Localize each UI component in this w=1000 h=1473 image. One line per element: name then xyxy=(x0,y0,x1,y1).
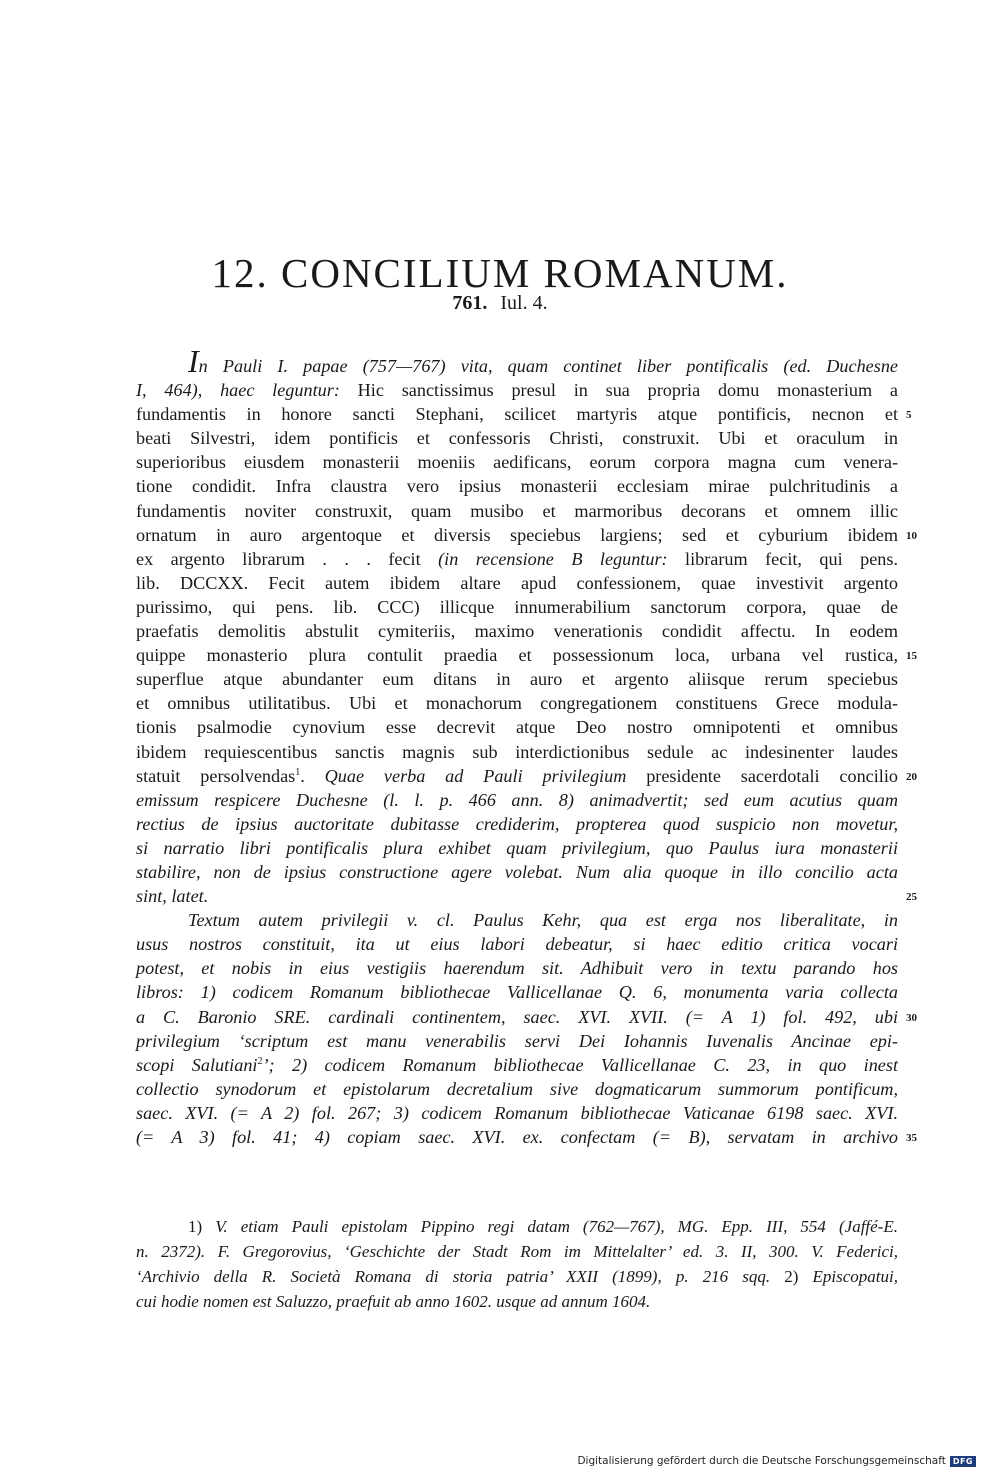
text-run: beati Silvestri, idem pontificis et confessoris Christi, construxit. Ubi et oraculum in xyxy=(136,428,898,449)
text-run: ’; 2) codicem Romanum bibliothecae Vallicellanae C. 23, in quo inest xyxy=(262,1054,898,1075)
body-line xyxy=(136,836,898,860)
text-run: ibidem requiescentibus sanctis magnis sub interdictionibus sedule ac indesinenter laudes xyxy=(136,741,898,762)
text-run: n Pauli I. papae (757—767) vita, quam continet liber pontificalis (ed. Duchesne xyxy=(198,356,898,376)
body-line xyxy=(136,1125,898,1149)
text-run: lib. DCCXX. Fecit autem ibidem altare apud confessionem, quae investivit argento xyxy=(136,572,898,593)
body-line xyxy=(136,956,898,980)
text-run: 2 xyxy=(257,1055,263,1067)
text-run: a C. Baronio SRE. cardinali continentem, saec. XVI. XVII. (= A 1) fol. 492, ubi xyxy=(136,1006,898,1027)
text-run: superflue atque abundanter eum ditans in auro et argento aliisque rerum speciebus xyxy=(136,669,898,690)
body-line xyxy=(136,691,898,715)
text-run: V. etiam Pauli epistolam Pippino regi datam (762—767), MG. Epp. III, 554 (Jaffé-E. xyxy=(215,1217,898,1236)
text-run: praefatis demolitis abstulit cymiteriis, maximo venerationis condidit affectu. In eodem xyxy=(136,621,898,642)
text-run: sint, latet. xyxy=(136,886,209,907)
text-run: 1) xyxy=(188,1217,216,1236)
text-run: presidente sacerdotali concilio xyxy=(646,765,898,786)
body-line xyxy=(136,619,898,643)
body-line xyxy=(136,1029,898,1053)
text-run: ornatum in auro argentoque et diversis speciebus largiens; sed et cyburium ibidem xyxy=(136,524,898,545)
text-run: usus nostros constituit, ita ut eius labori debeatur, si haec editio critica vocari xyxy=(136,934,898,955)
text-run: stabilire, non de ipsius constructione agere volebat. Num alia quoque in illo concilio acta xyxy=(136,861,898,882)
text-run: cui hodie nomen est Saluzzo, praefuit ab anno 1602. usque ad annum 1604. xyxy=(136,1292,651,1311)
date-line xyxy=(0,292,1000,315)
chapter-title: 12. CONCILIUM ROMANUM. xyxy=(211,250,789,297)
text-run: tionis psalmodie cynovium esse decrevit atque Deo nostro omnipotenti et omnibus xyxy=(136,717,898,738)
body-line xyxy=(136,378,898,402)
footnotes xyxy=(136,1214,898,1314)
body-line xyxy=(136,643,898,667)
text-run: Quae verba ad Pauli privilegium xyxy=(324,765,647,786)
text-run: si narratio libri pontificalis plura exhibet quam privilegium, quo Paulus iura monasterii xyxy=(136,837,898,858)
text-run: superioribus eiusdem monasterii moeniis aedificans, eorum corpora magna cum venera- xyxy=(136,452,898,473)
footer-credit xyxy=(577,1455,976,1467)
text-run: . xyxy=(300,765,325,786)
text-run: Textum autem privilegii v. cl. Paulus Kehr, qua est erga nos liberalitate, in xyxy=(188,910,898,931)
text-run: I xyxy=(188,343,199,379)
dfg-logo: DFG xyxy=(950,1456,976,1467)
body-line xyxy=(136,571,898,595)
text-run: privilegium ‘scriptum est manu venerabilis servi Dei Iohannis Iuvenalis Ancinae epi- xyxy=(136,1030,898,1051)
text-run: scopi Salutiani xyxy=(136,1054,258,1075)
text-run: potest, et nobis in eius vestigiis haerendum sit. Adhibuit vero in textu parando hos xyxy=(136,958,898,979)
text-run: librarum fecit, qui pens. xyxy=(685,548,899,569)
line-number: 25 xyxy=(906,891,917,904)
text-run: n. 2372). F. Gregorovius, ‘Geschichte der Stadt Rom im Mittelalter’ ed. 3. II, 300. V. Federici, xyxy=(136,1242,898,1261)
body-line xyxy=(136,860,898,884)
text-run: Hic sanctissimus presul in sua propria domu monasterium a xyxy=(357,380,899,401)
text-run: (in recensione B leguntur: xyxy=(438,548,686,569)
text-run: (= A 3) fol. 41; 4) copiam saec. XVI. ex. confectam (= B), servatam in archivo xyxy=(136,1127,898,1147)
body-line xyxy=(136,812,898,836)
text-run: emissum respicere Duchesne (l. l. p. 466 ann. 8) animadvertit; sed eum acutius quam xyxy=(136,789,898,810)
body-line xyxy=(136,474,898,498)
text-run: fundamentis in honore sancti Stephani, scilicet martyris atque pontificis, necnon et xyxy=(136,404,898,425)
text-run: tione condidit. Infra claustra vero ipsius monasterii ecclesiam mirae pulchritudinis a xyxy=(136,476,898,497)
text-run: quippe monasterio plura contulit praedia et possessionum loca, urbana vel rustica, xyxy=(136,645,898,666)
body-line xyxy=(136,1005,898,1029)
text-run: libros: 1) codicem Romanum bibliothecae Vallicellanae Q. 6, monumenta varia collecta xyxy=(136,982,898,1003)
year: 761. xyxy=(452,292,488,314)
body-line xyxy=(136,667,898,691)
body-line xyxy=(136,450,898,474)
line-number: 10 xyxy=(906,529,917,542)
body-text xyxy=(136,343,899,1149)
body-line xyxy=(136,547,898,571)
body-line xyxy=(136,740,898,764)
body-line xyxy=(136,715,898,739)
line-number: 20 xyxy=(906,770,917,783)
body-line xyxy=(136,764,898,788)
body-line xyxy=(136,932,898,956)
body-line xyxy=(136,402,898,426)
footnote-line xyxy=(136,1239,898,1264)
body-line xyxy=(136,1101,898,1125)
line-number: 30 xyxy=(906,1011,917,1024)
body-line xyxy=(136,343,898,379)
body-line xyxy=(136,426,898,450)
body-line xyxy=(136,788,898,812)
body-line xyxy=(136,595,898,619)
text-run: fundamentis noviter construxit, quam musibo et marmoribus decorans et omnem illic xyxy=(136,500,898,521)
text-run: rectius de ipsius auctoritate dubitasse crediderim, propterea quod suspicio non movetur, xyxy=(136,813,898,834)
text-run: saec. XVI. (= A 2) fol. 267; 3) codicem Romanum bibliothecae Vaticanae 6198 saec. XVI. xyxy=(136,1102,898,1123)
text-run: purissimo, qui pens. lib. CCC) illicque innumerabilium sanctorum corpora, quae de xyxy=(136,596,898,617)
footnote-line xyxy=(136,1214,898,1239)
text-run: statuit persolvendas xyxy=(136,765,296,786)
text-run: Episcopatui, xyxy=(812,1267,898,1286)
text-run: et omnibus utilitatibus. Ubi et monachorum congregationem constituens Grece modula- xyxy=(136,693,898,714)
body-line xyxy=(136,1053,898,1077)
body-line xyxy=(136,980,898,1004)
line-number: 5 xyxy=(906,409,912,422)
body-line xyxy=(136,884,898,908)
credit-text: Digitalisierung gefördert durch die Deutsche Forschungsgemeinschaft xyxy=(577,1455,946,1467)
text-run: 2) xyxy=(784,1267,813,1286)
text-run: ‘Archivio della R. Società Romana di storia patria’ XXII (1899), p. 216 sqq. xyxy=(136,1267,785,1286)
text-run: collectio synodorum et epistolarum decretalium sive dogmaticarum summorum pontificum, xyxy=(136,1078,898,1099)
footnote-line xyxy=(136,1289,898,1314)
day: Iul. 4. xyxy=(500,292,548,314)
text-run: 1 xyxy=(295,766,301,778)
body-line xyxy=(136,1077,898,1101)
body-line xyxy=(136,523,898,547)
footnote-line xyxy=(136,1264,898,1289)
body-line xyxy=(136,908,898,932)
body-line xyxy=(136,499,898,523)
text-run: I, 464), haec leguntur: xyxy=(136,380,358,401)
line-number: 15 xyxy=(906,650,917,663)
text-run: ex argento librarum . . . fecit xyxy=(136,548,439,569)
line-number: 35 xyxy=(906,1132,917,1145)
